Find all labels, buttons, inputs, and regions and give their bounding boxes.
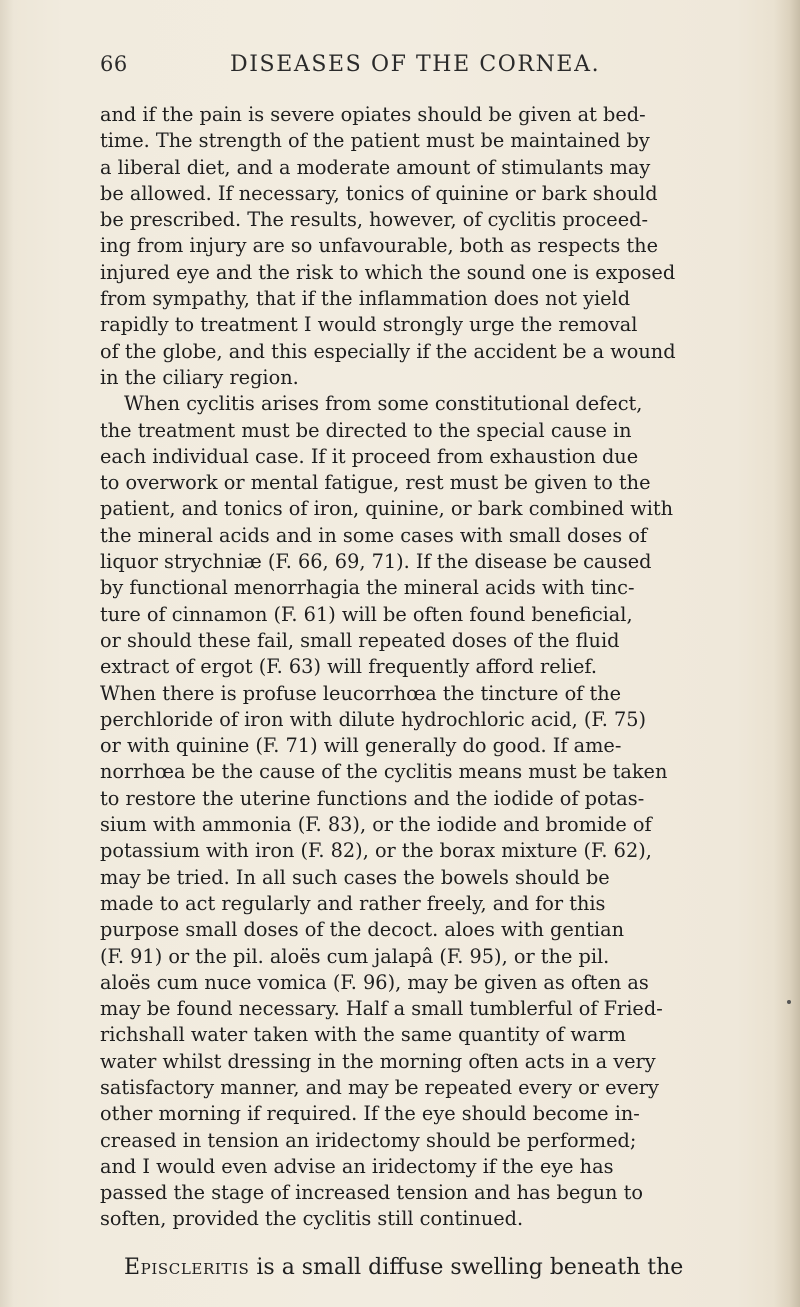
text-line: ing from injury are so unfavourable, both as respects the — [100, 234, 658, 258]
text-line: richshall water taken with the same quantity of warm — [100, 1023, 626, 1047]
section-lead-text: is a small diffuse swelling beneath the — [249, 1254, 684, 1280]
margin-dot — [787, 1000, 791, 1004]
text-line: the mineral acids and in some cases with small doses of — [100, 523, 647, 547]
text-line: injured eye and the risk to which the sound one is exposed — [100, 260, 676, 284]
text-line: potassium with iron (F. 82), or the borax mixture (F. 62), — [100, 839, 652, 863]
text-line: made to act regularly and rather freely, and for this — [100, 891, 606, 915]
section-heading-line — [100, 1255, 760, 1281]
text-line: be prescribed. The results, however, of cyclitis proceed- — [100, 208, 648, 232]
text-line: to restore the uterine functions and the iodide of potas- — [100, 786, 645, 810]
text-line: or should these fail, small repeated doses of the fluid — [100, 628, 620, 652]
section-term: Episcleritis — [124, 1254, 250, 1280]
text-line: and I would even advise an iridectomy if the eye has — [100, 1154, 614, 1178]
text-line: liquor strychniæ (F. 66, 69, 71). If the disease be caused — [100, 550, 652, 574]
text-line: When cyclitis arises from some constitutional defect, — [124, 392, 643, 416]
text-line: may be tried. In all such cases the bowels should be — [100, 865, 610, 889]
page-header — [100, 52, 728, 86]
text-line: be allowed. If necessary, tonics of quinine or bark should — [100, 181, 658, 205]
text-line: patient, and tonics of iron, quinine, or bark combined with — [100, 497, 674, 521]
text-line: from sympathy, that if the inflammation does not yield — [100, 287, 631, 311]
body-text — [100, 102, 760, 1281]
text-line: soften, provided the cyclitis still continued. — [100, 1207, 524, 1231]
text-line: creased in tension an iridectomy should be performed; — [100, 1128, 637, 1152]
text-line: aloës cum nuce vomica (F. 96), may be given as often as — [100, 970, 649, 994]
running-title: DISEASES OF THE CORNEA. — [230, 52, 601, 77]
text-line: rapidly to treatment I would strongly urge the removal — [100, 313, 638, 337]
text-line: sium with ammonia (F. 83), or the iodide and bromide of — [100, 813, 652, 837]
text-line: When there is profuse leucorrhœa the tincture of the — [100, 681, 622, 705]
text-line: time. The strength of the patient must be maintained by — [100, 129, 650, 153]
page-number: 66 — [100, 52, 128, 76]
text-line: purpose small doses of the decoct. aloes with gentian — [100, 918, 624, 942]
page-edge-shadow — [774, 0, 800, 1307]
text-line: (F. 91) or the pil. aloës cum jalapâ (F. 95), or the pil. — [100, 944, 610, 968]
text-line: may be found necessary. Half a small tumblerful of Fried- — [100, 997, 663, 1021]
text-line: perchloride of iron with dilute hydrochloric acid, (F. 75) — [100, 707, 647, 731]
text-line: extract of ergot (F. 63) will frequently afford relief. — [100, 655, 597, 679]
text-line: passed the stage of increased tension and has begun to — [100, 1181, 643, 1205]
text-line: each individual case. If it proceed from exhaustion due — [100, 444, 639, 468]
text-line: and if the pain is severe opiates should be given at bed- — [100, 103, 646, 126]
gutter-shadow — [0, 0, 14, 1307]
text-line: the treatment must be directed to the special cause in — [100, 418, 632, 442]
text-line: by functional menorrhagia the mineral acids with tinc- — [100, 576, 635, 600]
text-line: or with quinine (F. 71) will generally do good. If ame- — [100, 734, 622, 758]
text-line: norrhœa be the cause of the cyclitis means must be taken — [100, 760, 668, 784]
text-line: to overwork or mental fatigue, rest must be given to the — [100, 471, 651, 495]
text-line: in the ciliary region. — [100, 365, 299, 389]
text-line: water whilst dressing in the morning often acts in a very — [100, 1049, 656, 1073]
text-line: satisfactory manner, and may be repeated every or every — [100, 1075, 659, 1099]
section-gap — [100, 1233, 760, 1255]
paragraph-2 — [100, 391, 760, 1233]
text-line: other morning if required. If the eye should become in- — [100, 1102, 640, 1126]
text-line: a liberal diet, and a moderate amount of stimulants may — [100, 155, 651, 179]
text-line: ture of cinnamon (F. 61) will be often found beneficial, — [100, 602, 633, 626]
text-line: of the globe, and this especially if the accident be a wound — [100, 339, 676, 363]
paragraph-1 — [100, 102, 760, 391]
